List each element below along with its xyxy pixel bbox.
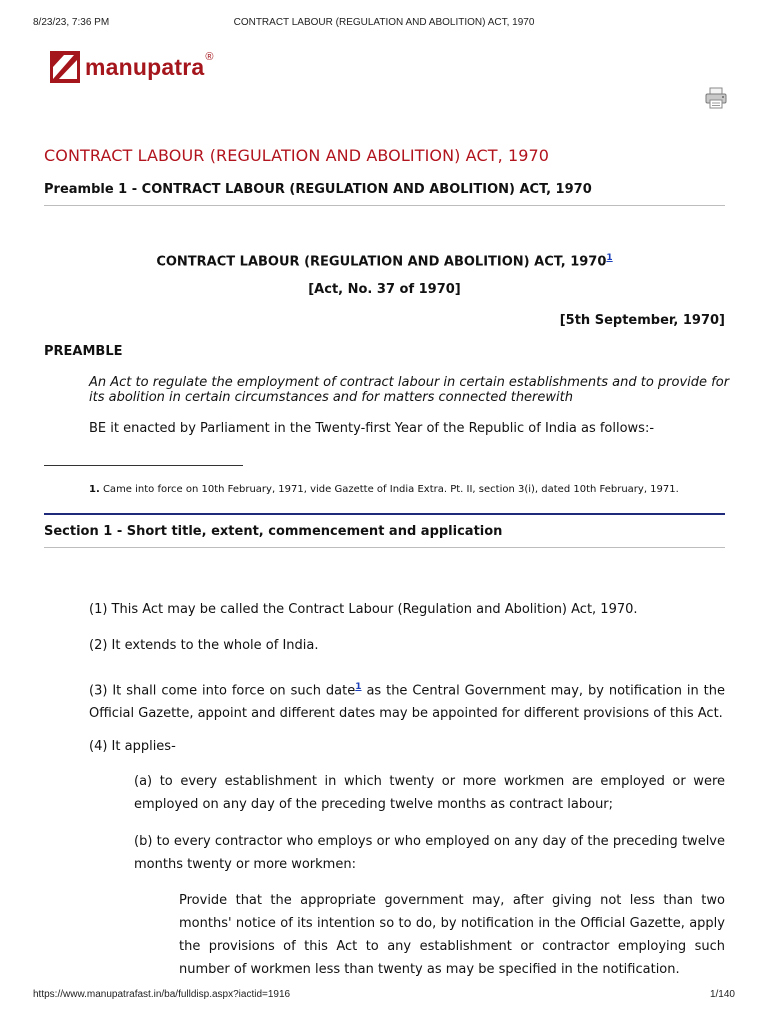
clause-b: (b) to every contractor who employs or who employed on any day of the preceding twelve months twenty or more workmen: [134, 834, 725, 872]
manupatra-logo-icon [50, 51, 80, 85]
clause-a: (a) to every establishment in which twenty or more workmen are employed or were employed on any day of the preceding twelve months as contract labour; [134, 774, 725, 812]
act-number: [Act, No. 37 of 1970] [308, 282, 461, 297]
print-header [33, 17, 735, 31]
logo-wordmark: manupatra [85, 53, 205, 80]
page-number: 1/140 [709, 989, 735, 1000]
preamble-centered-title [44, 250, 725, 269]
subsection-1: (1) This Act may be called the Contract Labour (Regulation and Abolition) Act, 1970. [89, 602, 638, 617]
preamble-heading[interactable]: Preamble 1 - CONTRACT LABOUR (REGULATION AND ABOLITION) ACT, 1970 [44, 182, 592, 197]
enacting-clause: BE it enacted by Parliament in the Twenty-first Year of the Republic of India as follows:- [89, 421, 655, 436]
centered-title-text: CONTRACT LABOUR (REGULATION AND ABOLITION) ACT, 1970 [156, 254, 607, 270]
footnote-text: Came into force on 10th February, 1971, vide Gazette of India Extra. Pt. II, section 3(i), dated 10th February, 1971. [102, 484, 679, 495]
print-button[interactable] [704, 86, 728, 110]
print-url: https://www.manupatrafast.in/ba/fulldisp.aspx?iactid=1916 [33, 989, 291, 1000]
logo-registered-mark: ® [205, 51, 214, 63]
print-doc-title: CONTRACT LABOUR (REGULATION AND ABOLITION) ACT, 1970 [233, 17, 535, 28]
footnote-separator [44, 465, 243, 466]
subsection-3-text-after: as the Central Government may, by notification in the Official Gazette, appoint and different dates may be appointed for different provisions of this Act. [89, 683, 725, 722]
subsection-3-text-before: (3) It shall come into force on such date [89, 683, 356, 699]
long-title-line-2: its abolition in certain circumstances and for matters connected therewith [89, 390, 573, 405]
section-divider [44, 513, 725, 515]
print-footer [33, 989, 735, 1003]
proviso: Provide that the appropriate government may, after giving not less than two months' notice of its intention so to do, by notification in the Official Gazette, apply the provisions of this Act to any establishment or contractor employing such number of workmen less than twenty as may be specified in the notification. [179, 893, 725, 977]
section-1-heading[interactable]: Section 1 - Short title, extent, commencement and application [44, 524, 503, 539]
long-title-line-1: An Act to regulate the employment of contract labour in certain establishments and to provide for [89, 375, 730, 390]
subsection-2: (2) It extends to the whole of India. [89, 638, 319, 653]
act-title: CONTRACT LABOUR (REGULATION AND ABOLITION) ACT, 1970 [44, 146, 550, 165]
footnote-ref-link[interactable]: 1 [606, 253, 613, 263]
preamble-label: PREAMBLE [44, 344, 123, 359]
subsection-3 [89, 674, 725, 725]
act-date: [5th September, 1970] [559, 313, 725, 328]
subsection-4: (4) It applies- [89, 739, 176, 754]
printer-icon [704, 86, 728, 110]
footnote-number: 1. [89, 484, 100, 495]
preamble-heading-rule [44, 205, 725, 206]
print-datetime: 8/23/23, 7:36 PM [33, 17, 110, 28]
section-1-heading-rule [44, 547, 725, 548]
manupatra-logo[interactable] [50, 50, 214, 86]
subsection-3-footnote-link[interactable]: 1 [355, 682, 362, 692]
footnote [89, 484, 679, 495]
